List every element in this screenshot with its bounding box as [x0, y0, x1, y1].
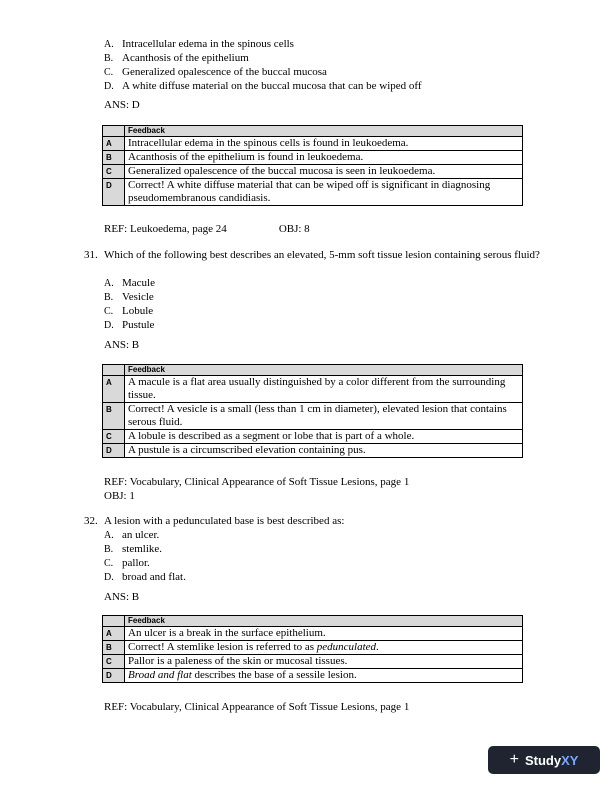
table-row: A A macule is a flat area usually distinguished by a color different from the surrounding tissue. — [103, 376, 523, 403]
q32-answer: ANS: B — [104, 591, 140, 603]
table-row: B Correct! A stemlike lesion is referred to as pedunculated. — [103, 641, 523, 655]
q30-option-c: C. Generalized opalescence of the buccal mucosa — [104, 66, 327, 78]
table-row: D Correct! A white diffuse material that can be wiped off is significant in diagnosing pseudomembranous candidiasis. — [103, 179, 523, 206]
q31-option-a: A. Macule — [104, 277, 155, 289]
q31-answer: ANS: B — [104, 339, 140, 351]
q32-option-c: C. pallor. — [104, 557, 150, 569]
table-row: C Generalized opalescence of the buccal mucosa is seen in leukoedema. — [103, 165, 523, 179]
q32-number: 32. — [84, 515, 98, 527]
table-row: A Intracellular edema in the spinous cells is found in leukoedema. — [103, 137, 523, 151]
q31-reference: REF: Vocabulary, Clinical Appearance of Soft Tissue Lesions, page 1 — [104, 476, 410, 488]
q31-stem: Which of the following best describes an elevated, 5-mm soft tissue lesion containing serous fluid? — [104, 249, 540, 261]
q30-feedback-table — [102, 125, 523, 206]
q31-feedback-table — [102, 364, 523, 458]
plus-icon: + — [509, 751, 519, 768]
feedback-header: Feedback — [125, 126, 523, 137]
table-row: D Broad and flat describes the base of a sessile lesion. — [103, 669, 523, 683]
q32-option-a: A. an ulcer. — [104, 529, 160, 541]
table-row: C Pallor is a paleness of the skin or mucosal tissues. — [103, 655, 523, 669]
q31-number: 31. — [84, 249, 98, 261]
q32-option-d: D. broad and flat. — [104, 571, 186, 583]
q30-option-d: D. A white diffuse material on the buccal mucosa that can be wiped off — [104, 80, 422, 92]
table-row: A An ulcer is a break in the surface epithelium. — [103, 627, 523, 641]
q31-option-b: B. Vesicle — [104, 291, 154, 303]
q31-option-c: C. Lobule — [104, 305, 154, 317]
q32-feedback-table — [102, 615, 523, 683]
q31-objective: OBJ: 1 — [104, 490, 135, 502]
q31-option-d: D. Pustule — [104, 319, 155, 331]
studyxy-logo: + StudyXY — [488, 746, 600, 774]
table-row: B Correct! A vesicle is a small (less than 1 cm in diameter), elevated lesion that contains serous fluid. — [103, 403, 523, 430]
feedback-header: Feedback — [125, 616, 523, 627]
q32-option-b: B. stemlike. — [104, 543, 163, 555]
table-row: B Acanthosis of the epithelium is found in leukoedema. — [103, 151, 523, 165]
q32-stem: A lesion with a pedunculated base is best described as: — [104, 515, 345, 527]
feedback-header: Feedback — [125, 365, 523, 376]
q30-reference: REF: Leukoedema, page 24 OBJ: 8 — [104, 223, 310, 235]
q30-option-a: A. Intracellular edema in the spinous cells — [104, 38, 294, 50]
q32-reference: REF: Vocabulary, Clinical Appearance of Soft Tissue Lesions, page 1 — [104, 701, 410, 713]
table-row: C A lobule is described as a segment or lobe that is part of a whole. — [103, 430, 523, 444]
q30-option-b: B. Acanthosis of the epithelium — [104, 52, 249, 64]
table-row: D A pustule is a circumscribed elevation containing pus. — [103, 444, 523, 458]
q30-answer: ANS: D — [104, 99, 140, 111]
